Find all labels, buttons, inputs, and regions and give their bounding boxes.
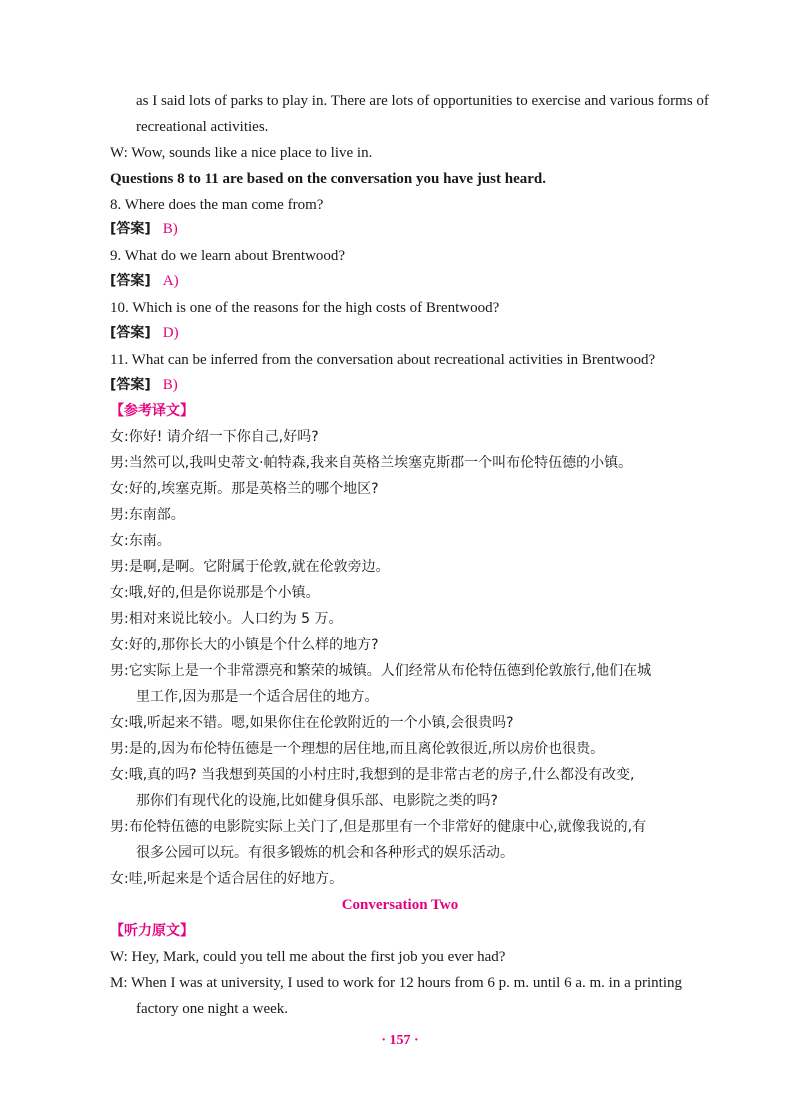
translation-line: 女:好的,那你长大的小镇是个什么样的地方? xyxy=(110,637,379,653)
answer-value: B) xyxy=(162,377,178,393)
answer-11 xyxy=(110,376,720,394)
answer-label: [答案] xyxy=(110,325,151,341)
answer-value: B) xyxy=(162,221,178,237)
translation-line: 男:当然可以,我叫史蒂文·帕特森,我来自英格兰埃塞克斯郡一个叫布伦特伍德的小镇。 xyxy=(110,455,633,471)
translation-line: 女:哦,真的吗? 当我想到英国的小村庄时,我想到的是非常古老的房子,什么都没有改变, xyxy=(110,767,635,783)
answer-9 xyxy=(110,272,720,290)
page-number: · 157 · xyxy=(381,1033,419,1048)
translation-line: 里工作,因为那是一个适合居住的地方。 xyxy=(136,689,379,705)
translation-line: 女:东南。 xyxy=(110,533,171,549)
text-line: recreational activities. xyxy=(136,119,269,135)
question-10: 10. Which is one of the reasons for the high costs of Brentwood? xyxy=(110,300,500,316)
answer-10 xyxy=(110,324,720,342)
translation-line: 男:是的,因为布伦特伍德是一个理想的居住地,而且离伦敦很近,所以房价也很贵。 xyxy=(110,741,605,757)
translation-line: 男:相对来说比较小。人口约为 5 万。 xyxy=(110,611,343,627)
conversation-title: Conversation Two xyxy=(341,897,459,913)
questions-heading: Questions 8 to 11 are based on the conversation you have just heard. xyxy=(110,171,546,187)
dialogue-line: W: Hey, Mark, could you tell me about the first job you ever had? xyxy=(110,949,506,965)
dialogue-line: M: When I was at university, I used to work for 12 hours from 6 p. m. until 6 a. m. in a printing xyxy=(110,975,682,991)
question-8: 8. Where does the man come from? xyxy=(110,197,324,213)
translation-line: 那你们有现代化的设施,比如健身俱乐部、电影院之类的吗? xyxy=(136,793,498,809)
translation-line: 女:你好! 请介绍一下你自己,好吗? xyxy=(110,429,319,445)
answer-8 xyxy=(110,220,720,238)
section-heading-translation: 【参考译文】 xyxy=(110,403,194,419)
translation-line: 女:好的,埃塞克斯。那是英格兰的哪个地区? xyxy=(110,481,379,497)
translation-line: 女:哇,听起来是个适合居住的好地方。 xyxy=(110,871,344,887)
translation-line: 男:是啊,是啊。它附属于伦敦,就在伦敦旁边。 xyxy=(110,559,390,575)
answer-value: A) xyxy=(162,273,179,289)
dialogue-line: factory one night a week. xyxy=(136,1001,289,1017)
answer-label: [答案] xyxy=(110,377,151,393)
question-11: 11. What can be inferred from the conversation about recreational activities in Brentwood? xyxy=(110,352,656,368)
answer-value: D) xyxy=(162,325,179,341)
translation-line: 男:东南部。 xyxy=(110,507,185,523)
text-line: as I said lots of parks to play in. There are lots of opportunities to exercise and various forms of xyxy=(136,93,709,109)
dialogue-line: W: Wow, sounds like a nice place to live in. xyxy=(110,145,373,161)
question-9: 9. What do we learn about Brentwood? xyxy=(110,248,346,264)
answer-label: [答案] xyxy=(110,273,151,289)
answer-label: [答案] xyxy=(110,221,151,237)
translation-line: 很多公园可以玩。有很多锻炼的机会和各种形式的娱乐活动。 xyxy=(136,845,514,861)
translation-line: 男:它实际上是一个非常漂亮和繁荣的城镇。人们经常从布伦特伍德到伦敦旅行,他们在城 xyxy=(110,663,652,679)
section-heading-transcript: 【听力原文】 xyxy=(110,923,194,939)
translation-line: 男:布伦特伍德的电影院实际上关门了,但是那里有一个非常好的健康中心,就像我说的,有 xyxy=(110,819,647,835)
translation-line: 女:哦,听起来不错。嗯,如果你住在伦敦附近的一个小镇,会很贵吗? xyxy=(110,715,514,731)
translation-line: 女:哦,好的,但是你说那是个小镇。 xyxy=(110,585,320,601)
